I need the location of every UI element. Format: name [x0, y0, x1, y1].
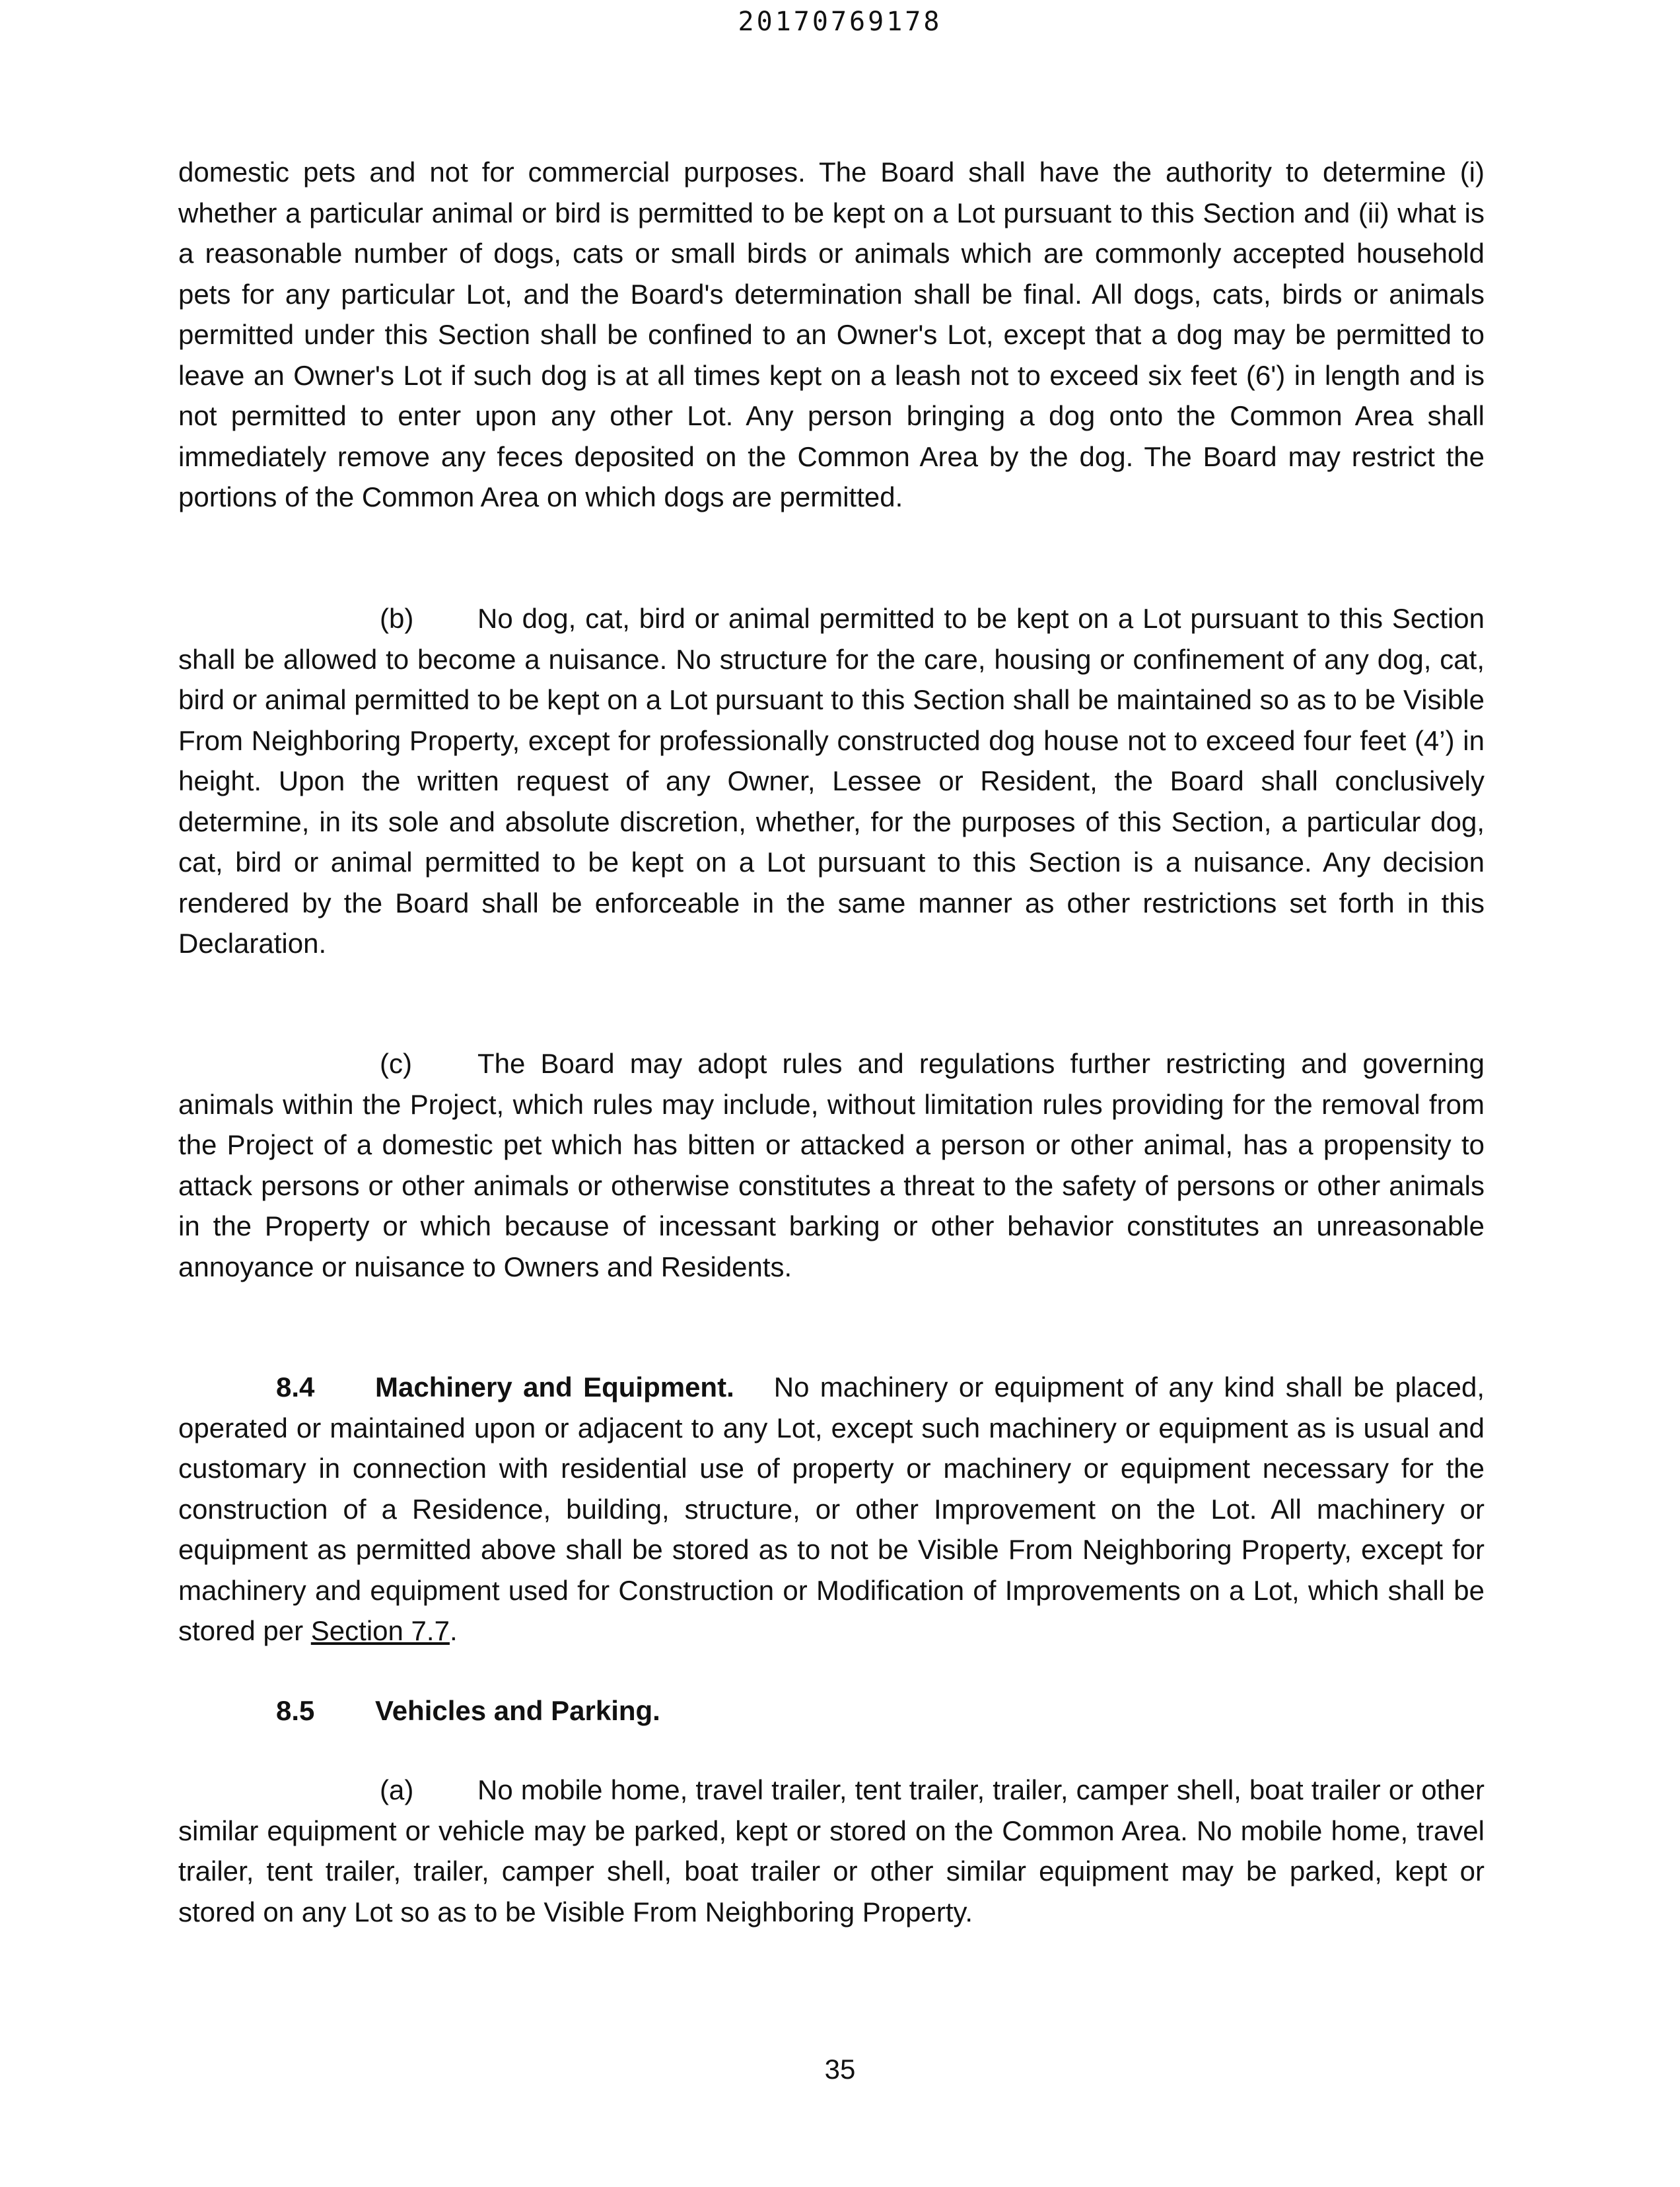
section-number: 8.5 — [276, 1695, 315, 1726]
section-8-4-machinery — [178, 1367, 1485, 1651]
document-number: 20170769178 — [738, 7, 942, 37]
paragraph-text: No dog, cat, bird or animal permitted to be kept on a Lot pursuant to this Section shall be allowed to become a nuisance. No structure for the care, housing or confinement of any dog, cat, bird or animal permitted to be kept on a Lot pursuant to this Section shall be maintained so as to be Visible From Neighboring Property, except for professionally constructed dog house not to exceed four feet (4’) in height. Upon the written request of any Owner, Lessee or Resident, the Board shall conclusively determine, in its sole and absolute discretion, whether, for the purposes of this Section, a particular dog, cat, bird or animal permitted to be kept on a Lot pursuant to this Section is a nuisance. Any decision rendered by the Board shall be enforceable in the same manner as other restrictions set forth in this Declaration. — [178, 603, 1485, 959]
paragraph-text: No machinery or equipment of any kind shall be placed, operated or maintained upon or adjacent to any Lot, except such machinery or equipment as is usual and customary in connection with residential use of property or machinery or equipment necessary for the construction of a Residence, building, structure, or other Improvement on the Lot. All machinery or equipment as permitted above shall be stored as to not be Visible From Neighboring Property, except for machinery and equipment used for Construction or Modification of Improvements on a Lot, which shall be stored per — [178, 1371, 1485, 1646]
section-reference: Section 7.7 — [310, 1615, 450, 1646]
page-number: 35 — [824, 2054, 856, 2085]
paragraph-text: No mobile home, travel trailer, tent trailer, trailer, camper shell, boat trailer or other similar equipment or vehicle may be parked, kept or stored on the Common Area. No mobile home, travel trailer, tent trailer, trailer, camper shell, boat trailer or other similar equipment may be parked, kept or stored on any Lot so as to be Visible From Neighboring Property. — [178, 1774, 1485, 1927]
sentence-end: . — [449, 1615, 458, 1646]
paragraph-pets-continued — [178, 152, 1485, 518]
subsection-label: (c) — [380, 1048, 412, 1079]
section-8-5-heading — [178, 1690, 1485, 1731]
paragraph-text: domestic pets and not for commercial purposes. The Board shall have the authority to determine (i) whether a particular animal or bird is permitted to be kept on a Lot pursuant to this Section and (ii) what is a reasonable number of dogs, cats or small birds or animals which are commonly accepted household pets for any particular Lot, and the Board's determination shall be final. All dogs, cats, birds or animals permitted under this Section shall be confined to an Owner's Lot, except that a dog may be permitted to leave an Owner's Lot if such dog is at all times kept on a leash not to exceed six feet (6') in length and is not permitted to enter upon any other Lot. Any person bringing a dog onto the Common Area shall immediately remove any feces deposited on the Common Area by the dog. The Board may restrict the portions of the Common Area on which dogs are permitted. — [178, 156, 1485, 512]
paragraph-text: The Board may adopt rules and regulations further restricting and governing animals within the Project, which rules may include, without limitation rules providing for the removal from the Project of a domestic pet which has bitten or attacked a person or other animal, has a propensity to attack persons or other animals or otherwise constitutes a threat to the safety of persons or other animals in the Property or which because of incessant barking or other behavior constitutes an unreasonable annoyance or nuisance to Owners and Residents. — [178, 1048, 1485, 1282]
section-heading: Machinery and Equipment. — [375, 1371, 734, 1403]
subsection-label: (b) — [380, 603, 414, 634]
paragraph-a-vehicles — [178, 1770, 1485, 1932]
paragraph-b-nuisance — [178, 598, 1485, 964]
section-heading: Vehicles and Parking. — [375, 1695, 660, 1726]
paragraph-c-rules — [178, 1043, 1485, 1287]
subsection-label: (a) — [380, 1774, 414, 1805]
section-number: 8.4 — [276, 1371, 315, 1403]
